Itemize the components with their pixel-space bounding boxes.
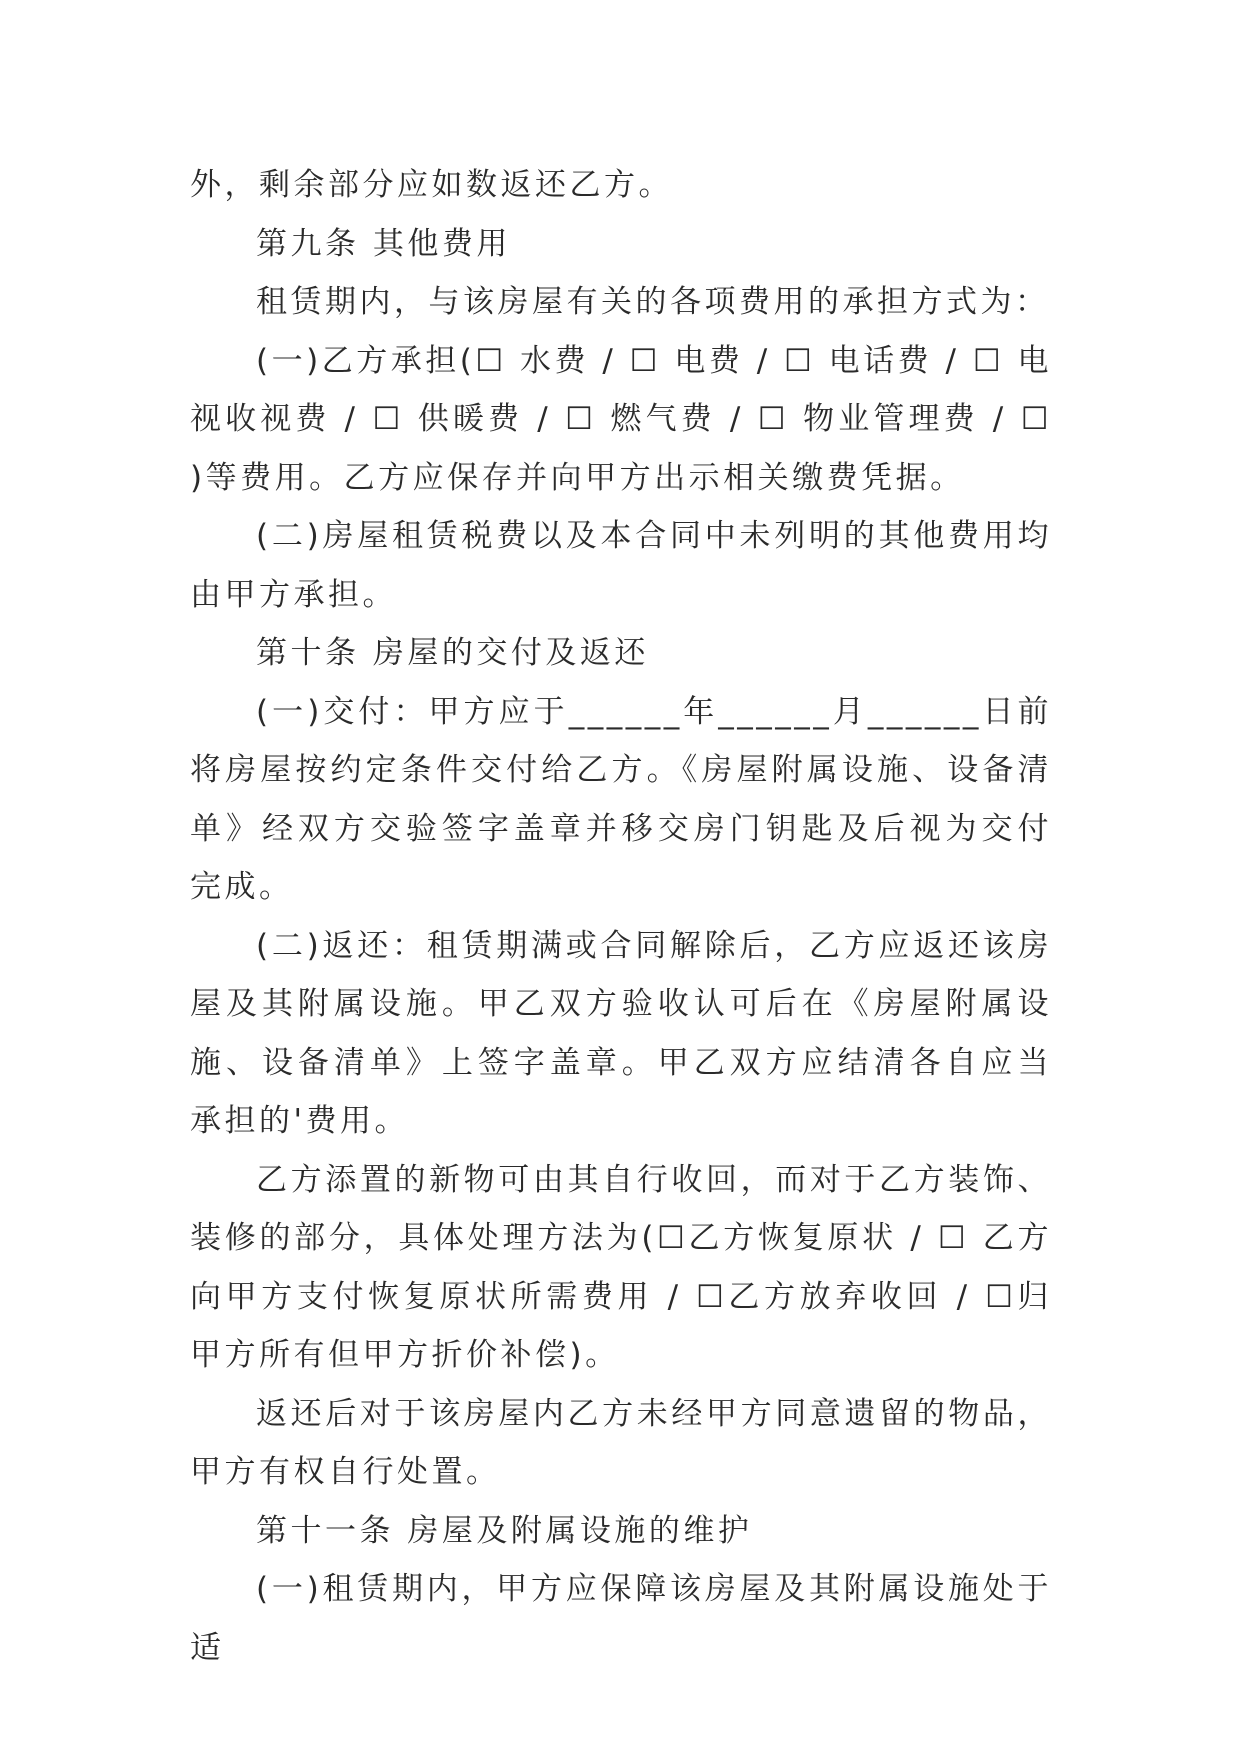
- paragraph-continuation: 外，剩余部分应如数返还乙方。: [190, 167, 673, 203]
- article-9-heading: 第九条 其他费用: [256, 225, 511, 262]
- article-9-clause-2: (二)房屋租赁税费以及本合同中未列明的其他费用均由甲方承担。: [190, 518, 1052, 613]
- contract-body: [190, 156, 1052, 1677]
- article-11-clause-1: (一)租赁期内，甲方应保障该房屋及其附属设施处于适: [190, 1571, 1052, 1666]
- article-11-heading: 第十一条 房屋及附属设施的维护: [256, 1512, 753, 1549]
- article-10-leftover-items: 返还后对于该房屋内乙方未经甲方同意遗留的物品，甲方有权自行处置。: [190, 1395, 1052, 1490]
- article-10-clause-2: (二)返还：租赁期满或合同解除后，乙方应返还该房屋及其附属设施。甲乙双方验收认可后在《房屋附属设施、设备清单》上签字盖章。甲乙双方应结清各自应当承担的'费用。: [190, 927, 1052, 1139]
- article-9-clause-1: (一)乙方承担(☐ 水费 / ☐ 电费 / ☐ 电话费 / ☐ 电视收视费 / ☐ 供暖费 / ☐ 燃气费 / ☐ 物业管理费 / ☐ )等费用。乙方应保存并向甲方出示相关缴费凭据。: [190, 342, 1052, 496]
- article-9-intro: 租赁期内，与该房屋有关的各项费用的承担方式为：: [256, 284, 1050, 320]
- article-10-clause-1: (一)交付：甲方应于______年______月______日前将房屋按约定条件交付给乙方。《房屋附属设施、设备清单》经双方交验签字盖章并移交房门钥匙及后视为交付完成。: [190, 693, 1052, 905]
- article-10-fixtures: 乙方添置的新物可由其自行收回，而对于乙方装饰、装修的部分，具体处理方法为(☐乙方恢复原状 / ☐ 乙方向甲方支付恢复原状所需费用 / ☐乙方放弃收回 / ☐归甲方所有但甲方折价补偿)。: [190, 1161, 1052, 1373]
- article-10-heading: 第十条 房屋的交付及返还: [256, 635, 649, 671]
